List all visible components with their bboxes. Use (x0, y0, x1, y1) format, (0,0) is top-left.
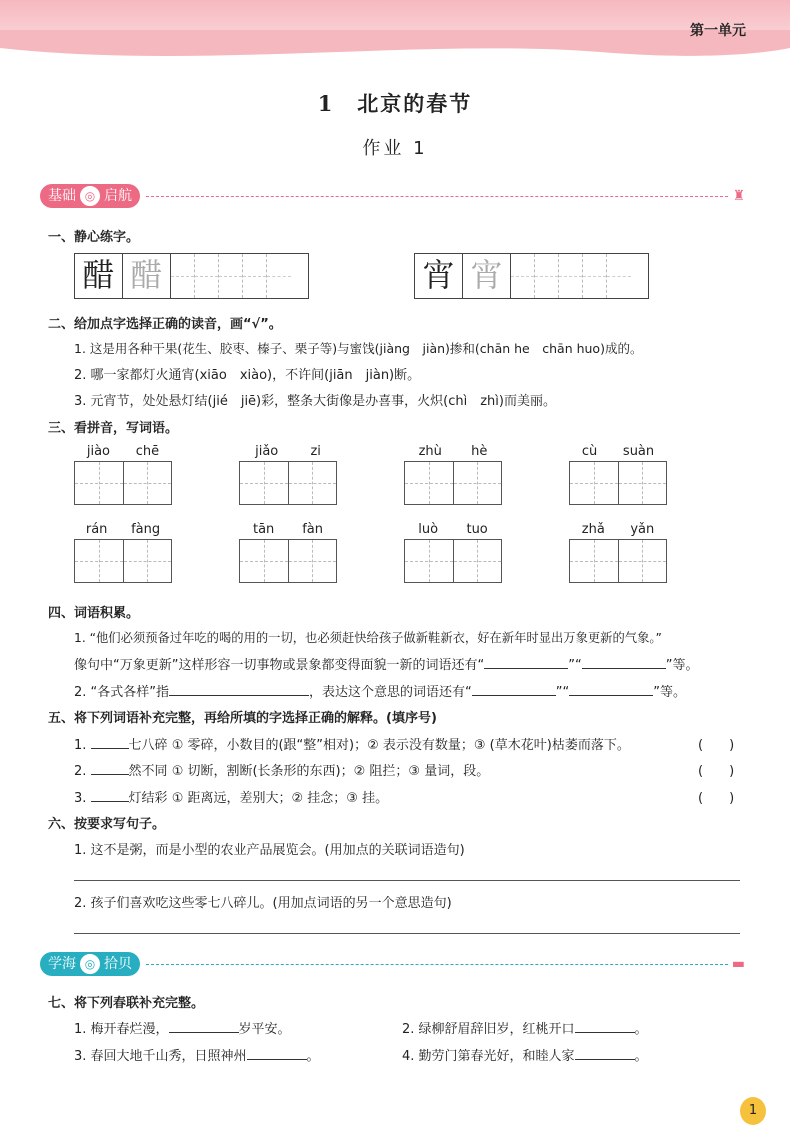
pinyin-syllable: hè (471, 444, 488, 459)
couplet-item (74, 1045, 320, 1064)
answer-paren[interactable]: ( ) (698, 791, 735, 806)
pinyin-item (569, 444, 667, 505)
answer-blank[interactable] (91, 735, 129, 749)
practice-cell[interactable] (243, 254, 267, 298)
homework-title: 作业 1 (362, 138, 428, 159)
answer-blank[interactable] (247, 1046, 307, 1060)
section-label-a: 基础 (48, 188, 76, 204)
practice-cell[interactable] (511, 254, 535, 298)
tianzi-grid[interactable] (239, 539, 337, 583)
couplet-item (402, 1045, 648, 1064)
answer-blank[interactable] (575, 1046, 635, 1060)
pinyin-syllable: jiào (86, 444, 111, 459)
model-char: 醋 (75, 254, 123, 298)
pinyin-syllable: cù (581, 444, 598, 459)
section-label-b: 启航 (104, 188, 132, 204)
pinyin-item (404, 522, 502, 583)
pinyin-syllable: zi (310, 444, 321, 459)
q4-line-2 (74, 654, 698, 673)
q6-heading: 六、按要求写句子。 (48, 817, 166, 832)
section-divider (146, 964, 728, 965)
answer-blank[interactable] (169, 682, 309, 696)
practice-cell[interactable] (195, 254, 219, 298)
practice-cell[interactable] (583, 254, 607, 298)
pinyin-syllable: suàn (622, 444, 655, 459)
q5-word: 灯结彩 (128, 791, 168, 806)
q5-item (74, 787, 388, 806)
tianzi-grid[interactable] (239, 461, 337, 505)
q4-text: ”等。 (653, 685, 686, 700)
trace-char: 醋 (123, 254, 171, 298)
tianzi-grid[interactable] (74, 539, 172, 583)
q2-line-1: 1. 这是用各种干果(花生、胶枣、榛子、栗子等)与蜜饯(jiàng jiàn)掺和(chān he chān huo)成的。 (74, 341, 643, 356)
q4-text: 2. “各式各样”指 (74, 685, 170, 700)
pinyin-item (74, 522, 172, 583)
couplet-text: 4. 勤劳门第春光好，和睦人家 (402, 1049, 575, 1064)
q4-line-3 (74, 681, 686, 700)
section-label-b: 拾贝 (104, 956, 132, 972)
pinyin-item (239, 444, 337, 505)
q4-text: ”等。 (665, 658, 699, 673)
practice-cell[interactable] (535, 254, 559, 298)
tianzi-grid[interactable] (569, 461, 667, 505)
pinyin-syllable: rán (85, 522, 108, 537)
pinyin-item (239, 522, 337, 583)
couplet-item (74, 1018, 291, 1037)
lesson-title: 1 北京的春节 (317, 91, 473, 116)
item-number: 3. (74, 791, 87, 806)
lighthouse-icon: ♜ (732, 188, 745, 204)
section-pill (40, 184, 140, 208)
practice-cell[interactable] (559, 254, 583, 298)
header-wave (0, 30, 790, 70)
pinyin-syllable: tān (252, 522, 275, 537)
q4-text: ”“ (555, 685, 570, 700)
answer-paren[interactable]: ( ) (698, 764, 735, 779)
tianzi-grid[interactable] (404, 461, 502, 505)
answer-blank[interactable] (569, 682, 653, 696)
q4-text: 像句中“万象更新”这样形容一切事物或景象都变得面貌一新的词语还有“ (74, 658, 485, 673)
q2-heading: 二、给加点字选择正确的读音，画“√”。 (48, 317, 282, 332)
couplet-item (402, 1018, 648, 1037)
pinyin-syllable: jiǎo (255, 444, 279, 459)
q4-heading: 四、词语积累。 (48, 606, 140, 621)
q1-heading: 一、静心练字。 (48, 230, 140, 245)
q5-item (74, 760, 489, 779)
trace-char: 宵 (463, 254, 511, 298)
pinyin-item (569, 522, 667, 583)
treasure-icon: ▬ (731, 956, 745, 972)
model-char: 宵 (415, 254, 463, 298)
section-label-a: 学海 (48, 956, 76, 972)
answer-blank[interactable] (91, 788, 129, 802)
q4-text: ，表达这个意思的词语还有“ (309, 685, 472, 700)
practice-cell[interactable] (219, 254, 243, 298)
couplet-text: 3. 春回大地千山秀，日照神州 (74, 1049, 247, 1064)
q4-line-1: 1. “他们必须预备过年吃的喝的用的一切，也必须赶快给孩子做新鞋新衣，好在新年时显出万象更新的气象。” (74, 631, 662, 645)
answer-blank[interactable] (169, 1019, 239, 1033)
q3-heading: 三、看拼音，写词语。 (48, 421, 179, 436)
q5-options: ① 切断，割断(长条形的东西)；② 阻拦；③ 量词，段。 (171, 764, 490, 779)
ship-icon: ◎ (80, 186, 100, 206)
practice-cell[interactable] (607, 254, 631, 298)
item-number: 1. (74, 738, 87, 753)
section-banner-basic (40, 183, 745, 209)
q5-word: 七八碎 (128, 738, 168, 753)
section-banner-extension (40, 951, 745, 977)
writing-line[interactable] (74, 933, 740, 934)
answer-blank[interactable] (91, 761, 129, 775)
q6-line-1: 1. 这不是粥，而是小型的农业产品展览会。(用加点的关联词语造句) (74, 843, 465, 858)
pinyin-item (74, 444, 172, 505)
writing-line[interactable] (74, 880, 740, 881)
shell-icon: ◎ (80, 954, 100, 974)
q2-line-2: 2. 哪一家都灯火通宵(xiāo xiào)，不许间(jiān jiàn)断。 (74, 368, 421, 383)
section-pill (40, 952, 140, 976)
couplet-text: 。 (306, 1049, 320, 1064)
answer-blank[interactable] (484, 655, 568, 669)
page-number: 1 (740, 1097, 766, 1125)
couplet-text: 。 (634, 1049, 648, 1064)
couplet-text: 1. 梅开春烂漫， (74, 1022, 169, 1037)
pinyin-item (404, 444, 502, 505)
tianzi-grid[interactable] (74, 461, 172, 505)
couplet-text: 。 (634, 1022, 648, 1037)
pinyin-syllable: fàng (131, 522, 161, 537)
answer-blank[interactable] (582, 655, 666, 669)
char-practice-grid-2 (414, 253, 649, 299)
pinyin-syllable: chē (135, 444, 160, 459)
q7-heading: 七、将下列春联补充完整。 (48, 996, 205, 1011)
tianzi-grid[interactable] (404, 539, 502, 583)
pinyin-syllable: zhǎ (581, 522, 605, 537)
answer-blank[interactable] (472, 682, 556, 696)
pinyin-syllable: luò (418, 522, 439, 537)
couplet-text: 2. 绿柳舒眉辞旧岁，红桃开口 (402, 1022, 575, 1037)
practice-cell[interactable] (267, 254, 291, 298)
q5-options: ① 距离远，差别大；② 挂念；③ 挂。 (171, 791, 389, 806)
q5-item (74, 734, 630, 753)
q6-line-2: 2. 孩子们喜欢吃这些零七八碎儿。(用加点词语的另一个意思造句) (74, 896, 452, 911)
q5-word: 然不同 (128, 764, 168, 779)
char-practice-grid-1 (74, 253, 309, 299)
section-divider (146, 196, 728, 197)
q2-line-3: 3. 元宵节，处处悬灯结(jié jiē)彩，整条大街像是办喜事，火炽(chì zhì)而美丽。 (74, 394, 556, 409)
pinyin-syllable: zhù (418, 444, 442, 459)
answer-blank[interactable] (575, 1019, 635, 1033)
tianzi-grid[interactable] (569, 539, 667, 583)
q4-text: ”“ (568, 658, 582, 673)
answer-paren[interactable]: ( ) (698, 738, 735, 753)
q5-heading: 五、将下列词语补充完整，再给所填的字选择正确的解释。(填序号) (48, 711, 437, 726)
pinyin-syllable: tuo (466, 522, 488, 537)
couplet-text: 岁平安。 (238, 1022, 291, 1037)
practice-cell[interactable] (171, 254, 195, 298)
pinyin-syllable: yǎn (630, 522, 655, 537)
pinyin-syllable: fàn (302, 522, 324, 537)
unit-tag: 第一单元 (690, 23, 746, 39)
q5-options: ① 零碎，小数目的(跟“整”相对)；② 表示没有数量；③ (草木花叶)枯萎而落下。 (171, 738, 630, 753)
item-number: 2. (74, 764, 87, 779)
